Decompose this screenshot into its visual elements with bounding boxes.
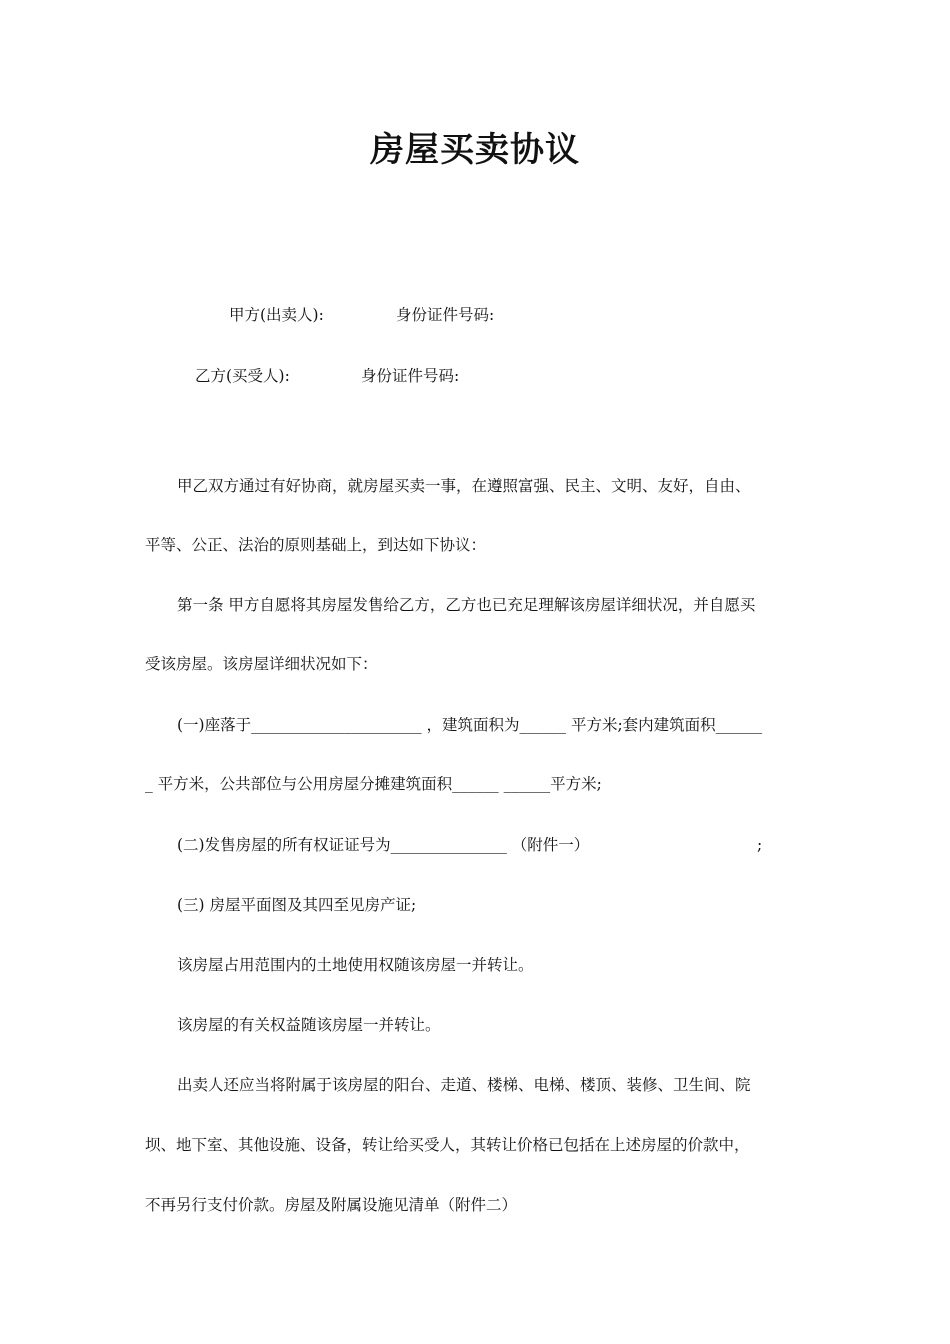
paragraph-line: (一)座落于______________________ ，建筑面积为______ 平方米;套内建筑面积______ <box>177 716 763 734</box>
paragraph-line: (三) 房屋平面图及其四至见房产证; <box>177 896 417 914</box>
party-b-label: 乙方(买受人): <box>195 367 290 385</box>
paragraph-line: 不再另行支付价款。房屋及附属设施见清单（附件二） <box>145 1196 518 1214</box>
paragraph-line-end: ; <box>757 836 763 854</box>
paragraph-line: 平等、公正、法治的原则基础上，到达如下协议： <box>145 536 487 554</box>
party-a-label: 甲方(出卖人): <box>229 306 324 324</box>
paragraph-line: 受该房屋。该房屋详细状况如下： <box>145 655 378 673</box>
paragraph-line: 第一条 甲方自愿将其房屋发售给乙方，乙方也已充足理解该房屋详细状况，并自愿买 <box>177 596 756 614</box>
paragraph-line: 坝、地下室、其他设施、设备，转让给买受人，其转让价格已包括在上述房屋的价款中， <box>145 1136 750 1154</box>
paragraph-line: _ 平方米，公共部位与公用房屋分摊建筑面积______ ______平方米; <box>145 775 602 793</box>
party-b-id-label: 身份证件号码: <box>361 367 460 385</box>
paragraph-line: 甲乙双方通过有好协商，就房屋买卖一事，在遵照富强、民主、文明、友好，自由、 <box>177 477 751 495</box>
party-a-id-label: 身份证件号码: <box>396 306 495 324</box>
paragraph-line: 出卖人还应当将附属于该房屋的阳台、走道、楼梯、电梯、楼顶、装修、卫生间、院 <box>177 1076 751 1094</box>
paragraph-line: (二)发售房屋的所有权证证号为_______________ （附件一） <box>177 836 590 854</box>
paragraph-line: 该房屋占用范围内的土地使用权随该房屋一并转让。 <box>177 956 534 974</box>
document-title: 房屋买卖协议 <box>370 130 580 170</box>
paragraph-line: 该房屋的有关权益随该房屋一并转让。 <box>177 1016 441 1034</box>
